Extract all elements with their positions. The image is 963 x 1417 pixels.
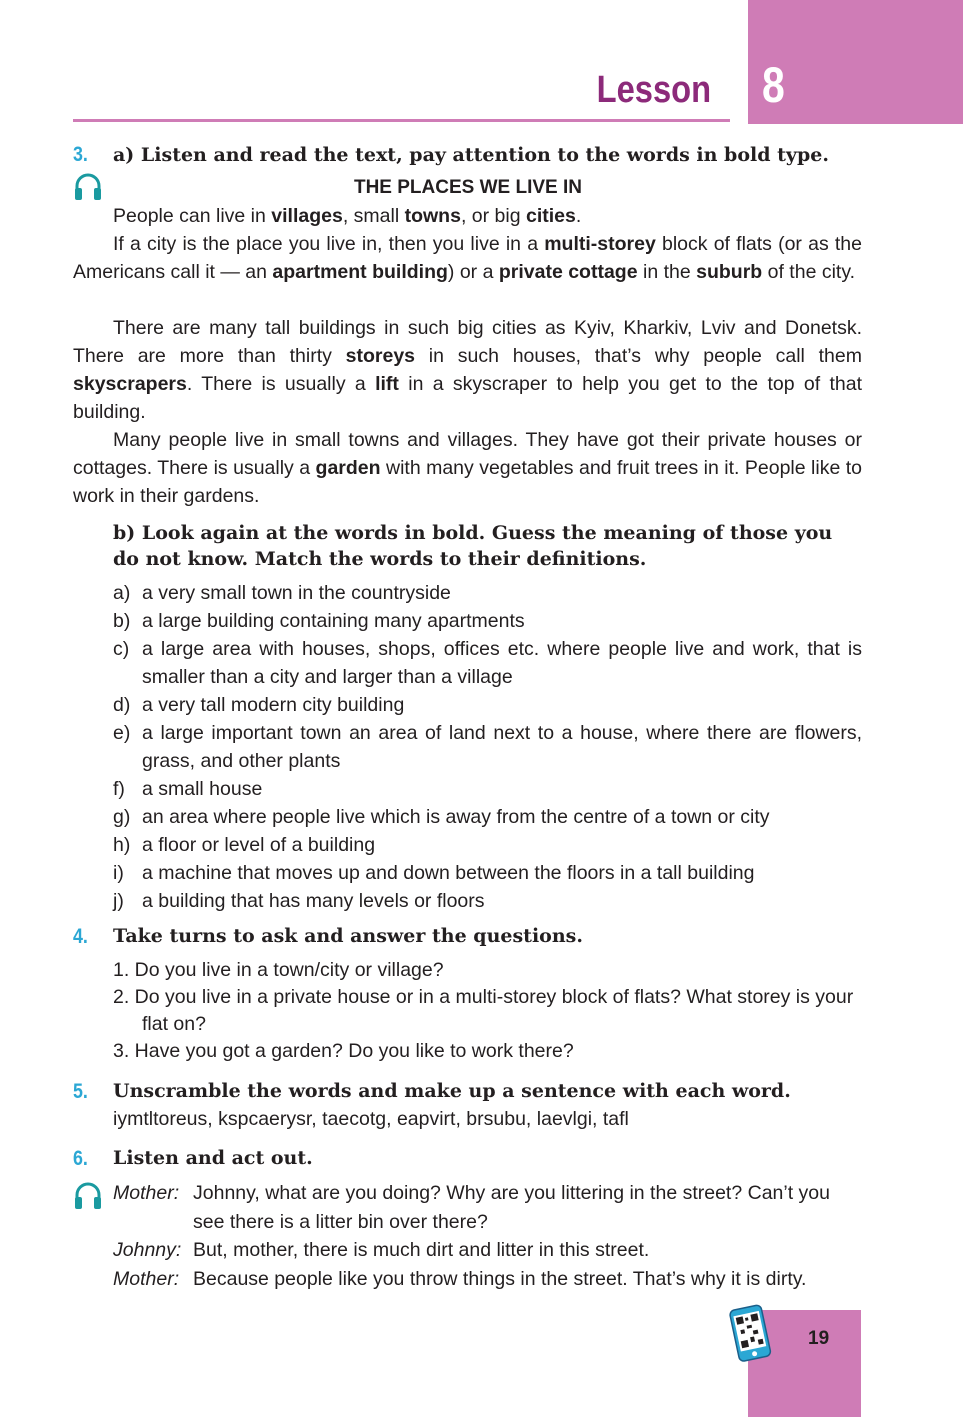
bold-vocab-word: suburb <box>696 261 763 283</box>
exercise-6-number: 6. <box>73 1147 88 1170</box>
list-item: 1. Do you live in a town/city or village? <box>113 959 444 981</box>
list-item: b) a large building containing many apartments <box>113 610 525 632</box>
definitions-list <box>113 579 862 915</box>
bold-vocab-word: cities <box>525 205 576 227</box>
exercise-3b-instruction: b) Look again at the words in bold. Guess the meaning of those you do not know. Match the words to their definitions. <box>113 522 833 570</box>
list-item: h) a floor or level of a building <box>113 834 376 856</box>
scrambled-words: iymtltoreus, kspcaerysr, taecotg, eapvirt, brsubu, laevlgi, tafl <box>113 1108 629 1130</box>
bold-vocab-word: garden <box>315 457 381 479</box>
list-item: i) a machine that moves up and down between the floors in a tall building <box>113 862 755 884</box>
dialogue <box>113 1179 862 1293</box>
qr-phone-icon[interactable] <box>726 1301 776 1363</box>
exercise-3a-instruction: a) Listen and read the text, pay attention to the words in bold type. <box>113 144 829 166</box>
reading-paragraph: There are many tall buildings in such big cities as Kyiv, Kharkiv, Lviv and Donetsk. There are more than thirty storeys in such houses, that’s why people call them skyscrapers. There is usually a lift in a skyscraper to help you get to the top of that building. <box>73 317 862 423</box>
reading-paragraph: Many people live in small towns and villages. They have got their private houses or cottages. There is usually a garden with many vegetables and fruit trees in it. People like to work in their gardens. <box>73 429 862 507</box>
list-item: j) a building that has many levels or floors <box>113 890 485 912</box>
bold-vocab-word: towns <box>404 205 461 227</box>
bold-vocab-word: lift <box>375 373 399 395</box>
lesson-number: 8 <box>762 57 785 113</box>
list-item: 3. Have you got a garden? Do you like to work there? <box>113 1040 574 1062</box>
bold-vocab-word: skyscrapers <box>73 373 187 395</box>
exercise-4-number: 4. <box>73 925 88 948</box>
speaker: Mother: <box>113 1267 180 1290</box>
headphones-icon[interactable] <box>72 171 104 203</box>
header-rule <box>73 119 730 122</box>
speaker: Johnny: <box>113 1239 182 1261</box>
list-item: f) a small house <box>113 778 263 800</box>
bold-vocab-word: storeys <box>345 345 416 367</box>
list-item: g) an area where people live which is away from the centre of a town or city <box>113 806 770 828</box>
exercise-6-instruction: Listen and act out. <box>113 1147 313 1169</box>
dialogue-line: Johnny: But, mother, there is much dirt and litter in this street. <box>113 1236 862 1265</box>
lesson-title: Lesson <box>596 69 711 111</box>
bold-vocab-word: private cottage <box>498 261 638 283</box>
bold-vocab-word: villages <box>271 205 343 227</box>
questions-list <box>113 957 862 1065</box>
exercise-5-instruction: Unscramble the words and make up a sentence with each word. <box>113 1080 791 1102</box>
exercise-3-number: 3. <box>73 143 88 166</box>
dialogue-line: Mother: Because people like you throw things in the street. That’s why it is dirty. <box>113 1265 862 1294</box>
list-item: 2. Do you live in a private house or in a multi-storey block of flats? What storey is your flat on? <box>113 986 854 1035</box>
bold-vocab-word: multi-storey <box>544 233 656 255</box>
exercise-5-number: 5. <box>73 1080 88 1103</box>
page-number: 19 <box>808 1328 830 1349</box>
reading-paragraph: People can live in villages, small towns, or big cities. <box>113 205 582 227</box>
headphones-icon[interactable] <box>72 1180 104 1212</box>
list-item: a) a very small town in the countryside <box>113 582 451 604</box>
list-item: d) a very tall modern city building <box>113 694 405 716</box>
exercise-4-instruction: Take turns to ask and answer the questions. <box>113 925 583 947</box>
reading-paragraph: If a city is the place you live in, then you live in a multi-storey block of flats (or as the Americans call it — an apartment building) or a private cottage in the suburb of the city. <box>73 233 862 283</box>
reading-title: THE PLACES WE LIVE IN <box>353 177 583 198</box>
list-item: c) a large area with houses, shops, offices etc. where people live and work, that is smaller than a city and larger than a village <box>113 638 862 688</box>
list-item: e) a large important town an area of land next to a house, where there are flowers, grass, and other plants <box>113 722 862 772</box>
speaker: Mother: <box>113 1182 180 1204</box>
bold-vocab-word: apartment building <box>272 261 448 283</box>
dialogue-line: Mother: Johnny, what are you doing? Why are you littering in the street? Can’t you see there is a litter bin over there? <box>113 1179 862 1236</box>
